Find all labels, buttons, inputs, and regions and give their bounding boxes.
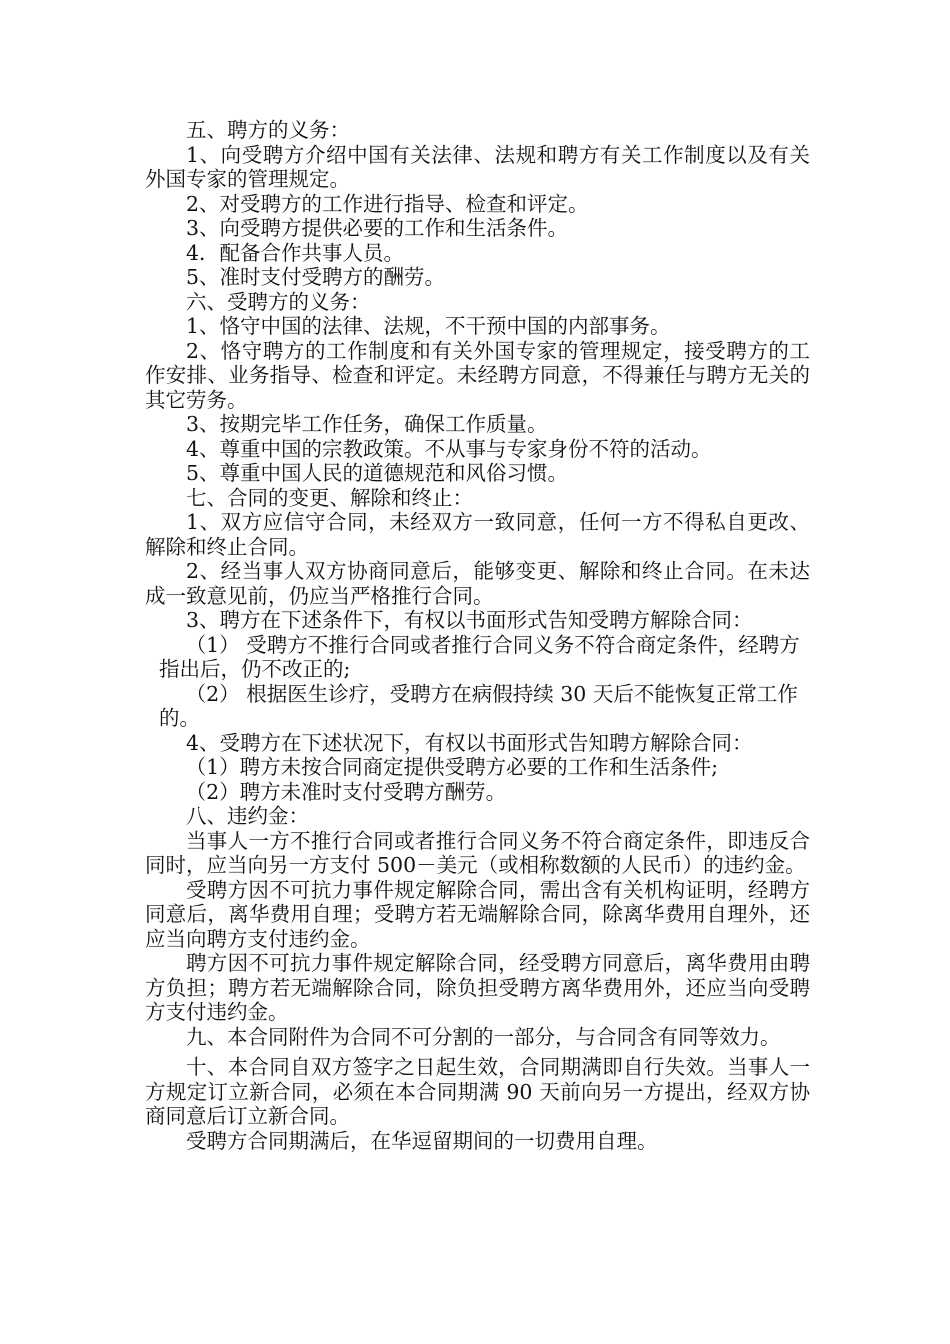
paragraph: 受聘方因不可抗力事件规定解除合同，需出含有关机构证明，经聘方同意后，离华费用自理；受聘方若无端解除合同，除离华费用自理外，还应当向聘方支付违约金。	[145, 877, 810, 951]
paragraph: 1、恪守中国的法律、法规，不干预中国的内部事务。	[186, 314, 671, 338]
paragraph: 2、经当事人双方协商同意后，能够变更、解除和终止合同。在未达成一致意见前，仍应当严格推行合同。	[145, 559, 810, 608]
paragraph: 聘方因不可抗力事件规定解除合同，经受聘方同意后，离华费用由聘方负担；聘方若无端解除合同，除负担受聘方离华费用外，还应当向受聘方支付违约金。	[145, 951, 810, 1024]
paragraph: 5、准时支付受聘方的酬劳。	[186, 265, 446, 289]
paragraph: 1、向受聘方介绍中国有关法律、法规和聘方有关工作制度以及有关外国专家的管理规定。	[145, 142, 810, 191]
sub-item: （2） 根据医生诊疗，受聘方在病假持续 30 天后不能恢复正常工作的。	[159, 681, 798, 730]
sub-item: （2）聘方未准时支付受聘方酬劳。	[185, 779, 507, 804]
sub-item: （1）聘方未按合同商定提供受聘方必要的工作和生活条件;	[185, 755, 719, 779]
paragraph: 受聘方合同期满后，在华逗留期间的一切费用自理。	[186, 1128, 658, 1153]
section-6-heading: 六、受聘方的义务：	[186, 289, 371, 314]
section-9-paragraph: 九、本合同附件为合同不可分割的一部分，与合同含有同等效力。	[186, 1024, 781, 1049]
section-10-paragraph: 十、本合同自双方签字之日起生效，合同期满即自行失效。当事人一方规定订立新合同，必须在本合同期满 90 天前向另一方提出，经双方协商同意后订立新合同。	[145, 1055, 810, 1128]
paragraph: 4、尊重中国的宗教政策。不从事与专家身份不符的活动。	[186, 436, 712, 461]
paragraph: 3、按期完毕工作任务，确保工作质量。	[186, 412, 548, 436]
paragraph: 3、聘方在下述条件下，有权以书面形式告知受聘方解除合同：	[186, 608, 753, 632]
paragraph: 5、尊重中国人民的道德规范和风俗习惯。	[186, 461, 569, 485]
section-5-heading: 五、聘方的义务：	[186, 118, 350, 142]
paragraph: 3、向受聘方提供必要的工作和生活条件。	[186, 216, 569, 240]
section-7-heading: 七、合同的变更、解除和终止：	[186, 485, 473, 510]
sub-item: （1） 受聘方不推行合同或者推行合同义务不符合商定条件，经聘方指出后，仍不改正的;	[159, 632, 800, 681]
section-8-heading: 八、违约金：	[186, 804, 309, 828]
paragraph: 当事人一方不推行合同或者推行合同义务不符合商定条件，即违反合同时，应当向另一方支付 500－美元（或相称数额的人民币）的违约金。	[145, 828, 810, 877]
paragraph: 2、恪守聘方的工作制度和有关外国专家的管理规定，接受聘方的工作安排、业务指导、检查和评定。未经聘方同意，不得兼任与聘方无关的其它劳务。	[145, 338, 810, 412]
paragraph: 4、受聘方在下述状况下，有权以书面形式告知聘方解除合同：	[186, 730, 753, 755]
paragraph: 1、双方应信守合同，未经双方一致同意，任何一方不得私自更改、解除和终止合同。	[145, 510, 810, 559]
paragraph: 2、对受聘方的工作进行指导、检查和评定。	[186, 191, 589, 216]
paragraph: 4．配备合作共事人员。	[186, 240, 405, 265]
document-body	[145, 118, 810, 1153]
